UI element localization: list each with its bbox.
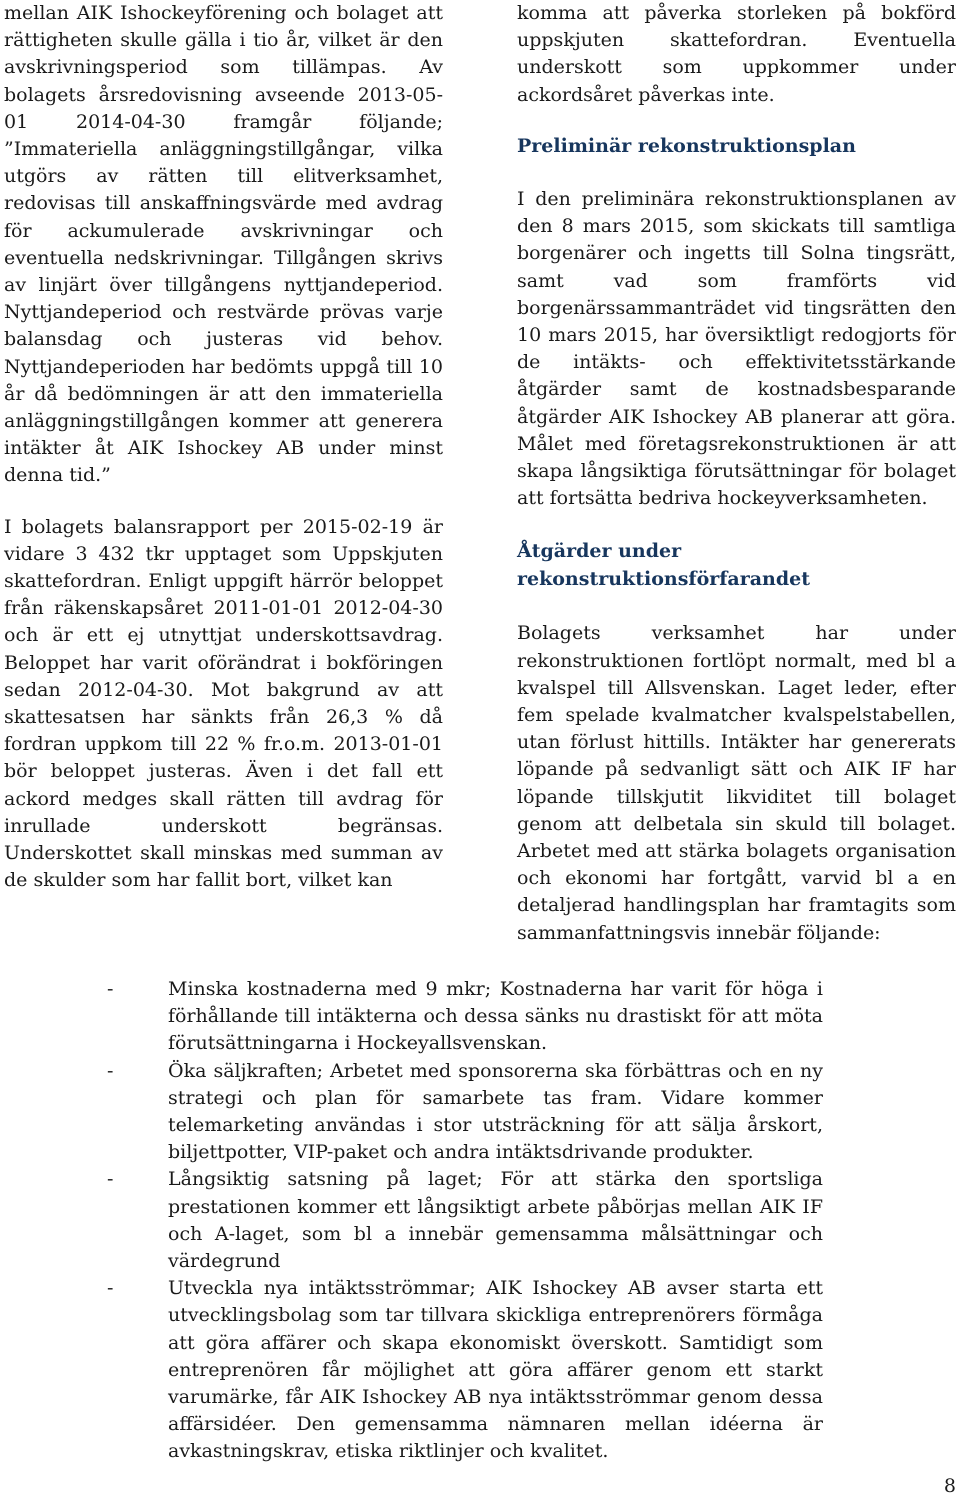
right-paragraph-3: Bolagets verksamhet har under rekonstruktionen fortlöpt normalt, med bl a kvalspel till Allsvenskan. Laget leder, efter fem spelade kvalmatcher kvalspelstabellen, utan förlust hittills. Intäkter har genererats löpande på sedvanligt sätt och AIK IF har löpande tillskjutit likviditet till bolaget genom att delbetala sin skuld till bolaget. Arbetet med att stärka bolagets organisation och ekonomi har fortgått, varvid bl a en detaljerad handlingsplan har framtagits som sammanfattningsvis innebär följande: <box>517 622 956 944</box>
heading-measures: Åtgärder under rekonstruktionsförfarandet <box>517 540 811 590</box>
list-item <box>0 1166 960 1275</box>
list-item-text: Öka säljkraften; Arbetet med sponsorerna ska förbättras och en ny strategi och plan för samarbete tas fram. Vidare kommer telemarketing användas i stor utsträckning för att sälja årskort, biljettpotter, VIP-paket och andra intäktsdrivande produkter. <box>168 1059 823 1164</box>
list-dash: - <box>107 1059 114 1082</box>
right-column <box>517 0 956 947</box>
list-item <box>0 1058 960 1167</box>
left-paragraph-2: I bolagets balansrapport per 2015-02-19 är vidare 3 432 tkr upptaget som Uppskjuten skattefordran. Enligt uppgift härrör beloppet från räkenskapsåret 2011-01-01 2012-04-30 och är ett ej utnyttjat underskottsavdrag. Beloppet har varit oförändrat i bokföringen sedan 2012-04-30. Mot bakgrund av att skattesatsen har sänkts från 26,3 % då fordran uppkom till 22 % fr.o.m. 2013-01-01 bör beloppet justeras. Även i det fall ett ackord medges skall rätten till avdrag för inrullade underskott begränsas. Underskottet skall minskas med summan av de skulder som har fallit bort, vilket kan <box>4 515 443 892</box>
heading-preliminary-plan: Preliminär rekonstruktionsplan <box>517 134 856 157</box>
right-paragraph-1: komma att påverka storleken på bokförd uppskjuten skattefordran. Eventuella underskott som uppkommer under ackordsåret påverkas inte. <box>517 2 956 106</box>
list-item <box>0 976 960 1058</box>
page-number: 8 <box>943 1475 956 1497</box>
left-column <box>4 0 443 895</box>
list-dash: - <box>107 1168 114 1191</box>
right-paragraph-2: I den preliminära rekonstruktionsplanen av den 8 mars 2015, som skickats till samtliga borgenärer och ingetts till Solna tingsrätt, samt vad som framförts vid borgenärssammanträdet vid tingsrätten den 10 mars 2015, har översiktligt redogjorts för de intäkts- och effektivitetsstärkande åtgärder samt de kostnadsbesparande åtgärder AIK Ishockey AB planerar att göra. Målet med företagsrekonstruktionen är att skapa långsiktiga förutsättningar för bolaget att fortsätta bedriva hockeyverksamheten. <box>517 188 956 510</box>
list-item-text: Långsiktig satsning på laget; För att stärka den sportsliga prestationen kommer ett långsiktigt arbete påbörjas mellan AIK IF och A-laget, som bl a innebär gemensamma målsättningar och värdegrund <box>168 1168 823 1273</box>
list-dash: - <box>107 1277 114 1300</box>
measures-list <box>0 976 960 1466</box>
list-item <box>0 1275 960 1465</box>
list-item-text: Minska kostnaderna med 9 mkr; Kostnaderna har varit för höga i förhållande till intäkterna och dessa sänks nu drastiskt för att möta förutsättningarna i Hockeyallsvenskan. <box>168 978 823 1055</box>
left-paragraph-1: mellan AIK Ishockeyförening och bolaget att rättigheten skulle gälla i tio år, vilket är den avskrivningsperiod som tillämpas. Av bolagets årsredovisning avseende 2013-05-01 2014-04-30 framgår följande; ”Immateriella anläggningstillgångar, vilka utgörs av rätten till elitverksamhet, redovisas till anskaffningsvärde med avdrag för ackumulerade avskrivningar och eventuella nedskrivningar. Tillgången skrivs av linjärt över tillgångens nyttjandeperiod. Nyttjandeperiod och restvärde prövas varje balansdag och justeras vid behov. Nyttjandeperioden har bedömts uppgå till 10 år då bedömningen är att den immateriella anläggningstillgången kommer att generera intäkter åt AIK Ishockey AB under minst denna tid.” <box>4 2 443 487</box>
list-item-text: Utveckla nya intäktsströmmar; AIK Ishockey AB avser starta ett utvecklingsbolag som tar tillvara skickliga entreprenörers förmåga att göra affärer och skapa ekonomiskt överskott. Samtidigt som entreprenören får möjlighet att göra affärer genom ett starkt varumärke, får AIK Ishockey AB nya intäktsströmmar genom dessa affärsidéer. Den gemensamma nämnaren mellan idéerna är avkastningskrav, etiska riktlinjer och kvalitet. <box>168 1277 823 1463</box>
list-dash: - <box>107 978 114 1000</box>
